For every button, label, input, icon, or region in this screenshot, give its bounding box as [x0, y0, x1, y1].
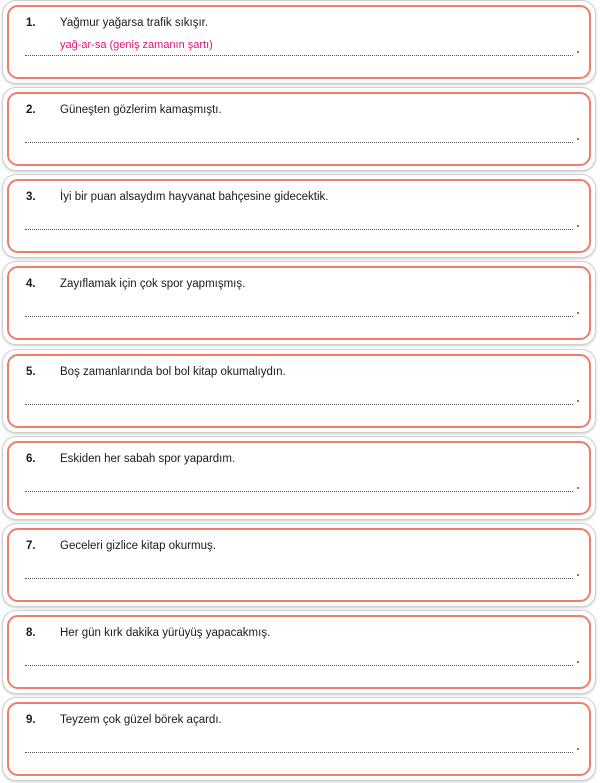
answer-line-end	[575, 48, 579, 52]
answer-line-end	[575, 135, 579, 139]
exercise-sentence: Boş zamanlarında bol bol kitap okumalıydın.	[60, 366, 286, 378]
exercise-frame	[7, 5, 591, 79]
exercise-sentence: Yağmur yağarsa trafik sıkışır.	[60, 17, 209, 29]
exercise-number: 1.	[26, 17, 36, 29]
exercise-sentence: İyi bir puan alsaydım hayvanat bahçesine gidecektik.	[60, 191, 329, 203]
exercise-sentence: Teyzem çok güzel börek açardı.	[60, 714, 222, 726]
exercise-sentence: Eskiden her sabah spor yapardım.	[60, 453, 236, 465]
exercise-number: 7.	[26, 540, 36, 552]
exercise-sentence: Zayıflamak için çok spor yapmışmış.	[60, 278, 246, 290]
exercise-frame	[7, 702, 591, 776]
answer-line[interactable]	[25, 577, 573, 579]
exercise-number: 3.	[26, 191, 36, 203]
exercise-frame	[7, 615, 591, 689]
exercise-number: 9.	[26, 714, 36, 726]
exercise-frame	[7, 441, 591, 515]
exercise-answer: yağ-ar-sa (geniş zamanın şartı)	[60, 39, 213, 51]
exercise-card-3	[3, 175, 595, 257]
exercise-frame	[7, 266, 591, 340]
answer-line[interactable]	[25, 141, 573, 143]
exercise-number: 4.	[26, 278, 36, 290]
answer-line-end	[575, 745, 579, 749]
exercise-sentence: Her gün kırk dakika yürüyüş yapacakmış.	[60, 627, 271, 639]
answer-line[interactable]	[25, 490, 573, 492]
exercise-frame	[7, 179, 591, 253]
exercise-card-8	[3, 611, 595, 693]
exercise-number: 2.	[26, 104, 36, 116]
exercise-card-2	[3, 88, 595, 170]
answer-line[interactable]	[25, 228, 573, 230]
answer-line-end	[575, 309, 579, 313]
answer-line-end	[575, 571, 579, 575]
exercise-card-4	[3, 262, 595, 344]
exercise-sentence: Geceleri gizlice kitap okurmuş.	[60, 540, 216, 552]
exercise-number: 6.	[26, 453, 36, 465]
exercise-number: 8.	[26, 627, 36, 639]
exercise-frame	[7, 92, 591, 166]
exercise-sentence: Güneşten gözlerim kamaşmıştı.	[60, 104, 222, 116]
answer-line-end	[575, 484, 579, 488]
exercise-frame	[7, 528, 591, 602]
exercise-card-1	[3, 1, 595, 83]
answer-line-end	[575, 222, 579, 226]
answer-line[interactable]	[25, 664, 573, 666]
answer-line-end	[575, 658, 579, 662]
answer-line[interactable]	[25, 54, 573, 56]
answer-line[interactable]	[25, 751, 573, 753]
exercise-frame	[7, 354, 591, 428]
exercise-card-6	[3, 437, 595, 519]
answer-line[interactable]	[25, 315, 573, 317]
exercise-number: 5.	[26, 366, 36, 378]
exercise-card-9	[3, 698, 595, 780]
answer-line-end	[575, 397, 579, 401]
exercise-card-5	[3, 350, 595, 432]
answer-line[interactable]	[25, 403, 573, 405]
exercise-card-7	[3, 524, 595, 606]
